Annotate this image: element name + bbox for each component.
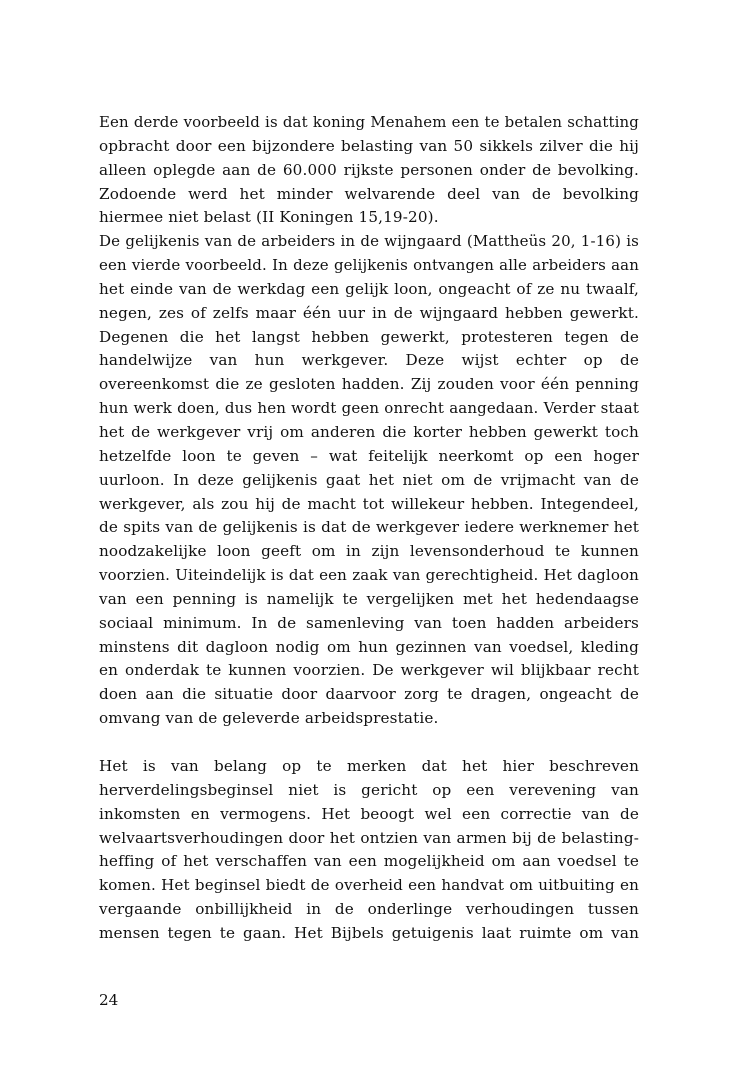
text-line: herverdelingsbeginsel niet is gericht op een verevening van	[99, 780, 639, 799]
body-paragraph	[99, 111, 639, 731]
text-line: noodzakelijke loon geeft om in zijn levensonderhoud te kunnen	[99, 542, 639, 561]
page-number: 24	[99, 991, 119, 1009]
text-line: werkgever, als zou hij de macht tot willekeur hebben. Integendeel,	[99, 494, 639, 513]
text-line: minstens dit dagloon nodig om hun gezinnen van voedsel, kleding	[99, 637, 639, 656]
text-line: hiermee niet belast (II Koningen 15,19-20).	[99, 208, 439, 227]
text-line: doen aan die situatie door daarvoor zorg te dragen, ongeacht de	[99, 685, 639, 704]
text-line: een vierde voorbeeld. In deze gelijkenis ontvangen alle arbeiders aan	[99, 256, 639, 275]
text-line: Degenen die het langst hebben gewerkt, protesteren tegen de	[99, 327, 639, 346]
text-line: De gelijkenis van de arbeiders in de wijngaard (Mattheüs 20, 1-16) is	[99, 232, 639, 251]
text-line: Zodoende werd het minder welvarende deel van de bevolking	[99, 184, 639, 203]
body-paragraph	[99, 755, 639, 946]
text-line: sociaal minimum. In de samenleving van toen hadden arbeiders	[99, 613, 639, 632]
text-line: het einde van de werkdag een gelijk loon, ongeacht of ze nu twaalf,	[99, 279, 639, 298]
text-line: alleen oplegde aan de 60.000 rijkste personen onder de bevolking.	[99, 160, 639, 179]
text-line: Een derde voorbeeld is dat koning Menahem een te betalen schatting	[99, 113, 639, 131]
text-line: overeenkomst die ze gesloten hadden. Zij zouden voor één penning	[99, 375, 639, 394]
text-line: heffing of het verschaffen van een mogelijkheid om aan voedsel te	[99, 852, 639, 871]
text-line: het de werkgever vrij om anderen die korter hebben gewerkt toch	[99, 422, 639, 441]
text-line: voorzien. Uiteindelijk is dat een zaak van gerechtigheid. Het dagloon	[99, 566, 639, 585]
text-line: vergaande onbillijkheid in de onderlinge verhoudingen tussen	[99, 900, 639, 919]
text-line: opbracht door een bijzondere belasting van 50 sikkels zilver die hij	[99, 136, 639, 155]
text-line: hun werk doen, dus hen wordt geen onrecht aangedaan. Verder staat	[99, 399, 639, 418]
text-line: welvaartsverhoudingen door het ontzien van armen bij de belasting-	[99, 828, 639, 847]
text-line: negen, zes of zelfs maar één uur in de wijngaard hebben gewerkt.	[99, 303, 639, 322]
text-line: en onderdak te kunnen voorzien. De werkgever wil blijkbaar recht	[99, 661, 639, 680]
text-line: omvang van de geleverde arbeidsprestatie.	[99, 709, 439, 728]
text-line: uurloon. In deze gelijkenis gaat het niet om de vrijmacht van de	[99, 470, 639, 489]
text-line: komen. Het beginsel biedt de overheid een handvat om uitbuiting en	[99, 876, 639, 895]
text-line: hetzelfde loon te geven – wat feitelijk neerkomt op een hoger	[99, 446, 639, 465]
text-line: inkomsten en vermogens. Het beoogt wel een correctie van de	[99, 804, 639, 823]
text-line: de spits van de gelijkenis is dat de werkgever iedere werknemer het	[99, 518, 639, 537]
text-line: van een penning is namelijk te vergelijken met het hedendaagse	[99, 589, 639, 608]
text-line: mensen tegen te gaan. Het Bijbels getuigenis laat ruimte om van	[99, 923, 639, 942]
text-line: Het is van belang op te merken dat het hier beschreven	[99, 757, 639, 775]
text-line: handelwijze van hun werkgever. Deze wijst echter op de	[99, 351, 639, 370]
